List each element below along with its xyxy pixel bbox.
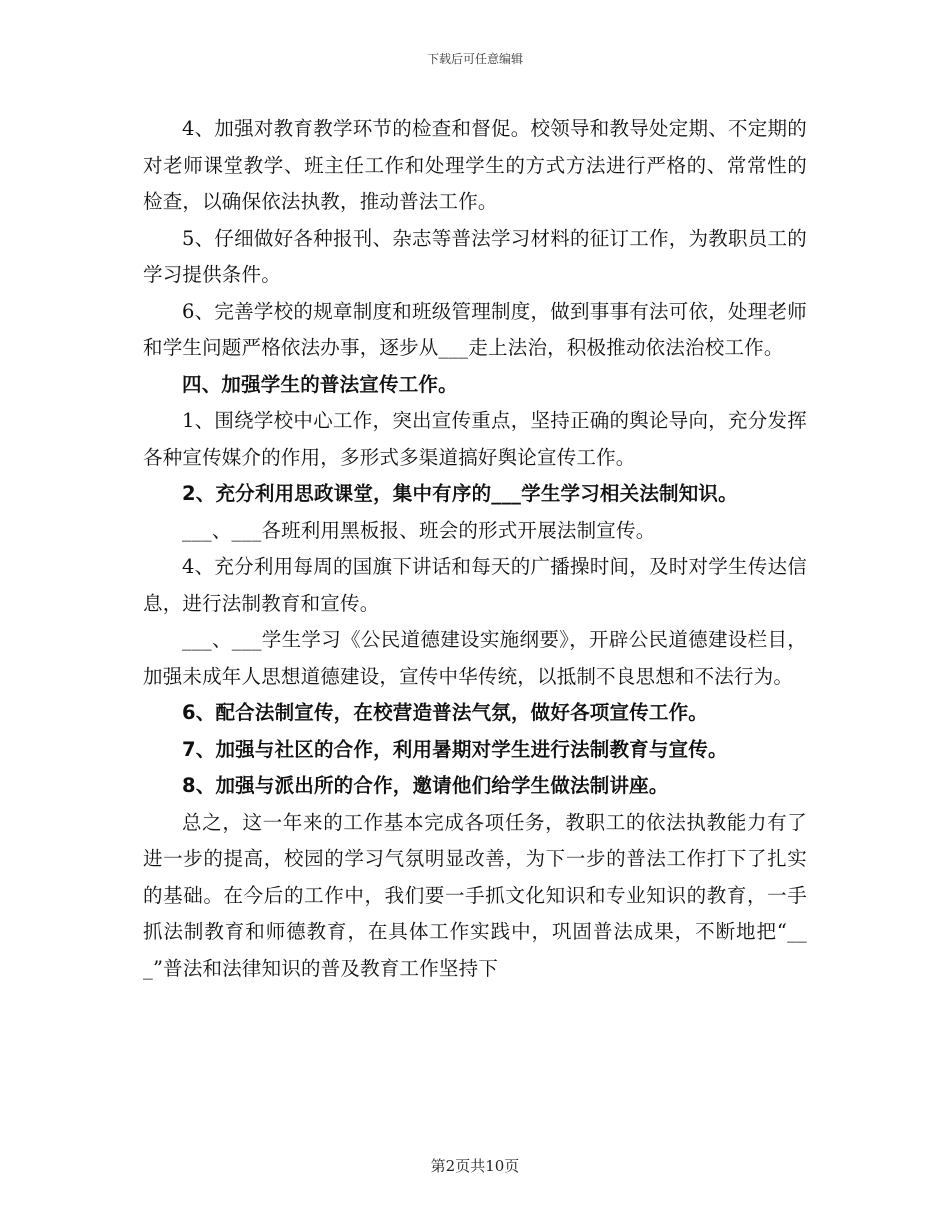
page-header: 下载后可任意编辑 [426, 52, 523, 66]
paragraph-item-6: 6、完善学校的规章制度和班级管理制度，做到事事有法可依，处理老师和学生问题严格依法办事，逐步从___走上法治，积极推动依法治校工作。 [143, 299, 807, 359]
paragraph-item-4: 4、加强对教育教学环节的检查和督促。校领导和教导处定期、不定期的对老师课堂教学、班主任工作和处理学生的方式方法进行严格的、常常性的检查，以确保依法执教，推动普法工作。 [143, 117, 807, 213]
paragraph-publicity-6: 6、配合法制宣传，在校营造普法气氛，做好各项宣传工作。 [182, 701, 708, 724]
paragraph-publicity-1: 1、围绕学校中心工作，突出宣传重点，坚持正确的舆论导向，充分发挥各种宣传媒介的作用，多形式多渠道搞好舆论宣传工作。 [143, 409, 807, 469]
page-footer-page-number: 第2页共10页 [430, 1157, 520, 1175]
document-body [143, 111, 807, 987]
paragraph-publicity-2: 2、充分利用思政课堂，集中有序的___学生学习相关法制知识。 [182, 482, 738, 505]
paragraph-item-5: 5、仔细做好各种报刊、杂志等普法学习材料的征订工作，为教职员工的学习提供条件。 [143, 226, 807, 286]
paragraph-publicity-3: ___、___各班利用黑板报、班会的形式开展法制宣传。 [182, 518, 656, 542]
paragraph-publicity-8: 8、加强与派出所的合作，邀请他们给学生做法制讲座。 [182, 774, 669, 797]
paragraph-publicity-5: ___、___学生学习《公民道德建设实施纲要》，开辟公民道德建设栏目，加强未成年人思想道德建设，宣传中华传统，以抵制不良思想和不法行为。 [143, 628, 807, 688]
section-heading-4: 四、加强学生的普法宣传工作。 [182, 372, 458, 396]
paragraph-summary: 总之，这一年来的工作基本完成各项任务，教职工的依法执教能力有了进一步的提高，校园的学习气氛明显改善，为下一步的普法工作打下了扎实的基础。在今后的工作中，我们要一手抓文化知识和专业知识的教育，一手抓法制教育和师德教育，在具体工作实践中，巩固普法成果，不断地把“___”普法和法律知识的普及教育工作坚持下 [143, 810, 807, 980]
paragraph-publicity-4: 4、充分利用每周的国旗下讲话和每天的广播操时间，及时对学生传达信息，进行法制教育和宣传。 [143, 555, 807, 615]
paragraph-publicity-7: 7、加强与社区的合作，利用暑期对学生进行法制教育与宣传。 [182, 737, 728, 761]
